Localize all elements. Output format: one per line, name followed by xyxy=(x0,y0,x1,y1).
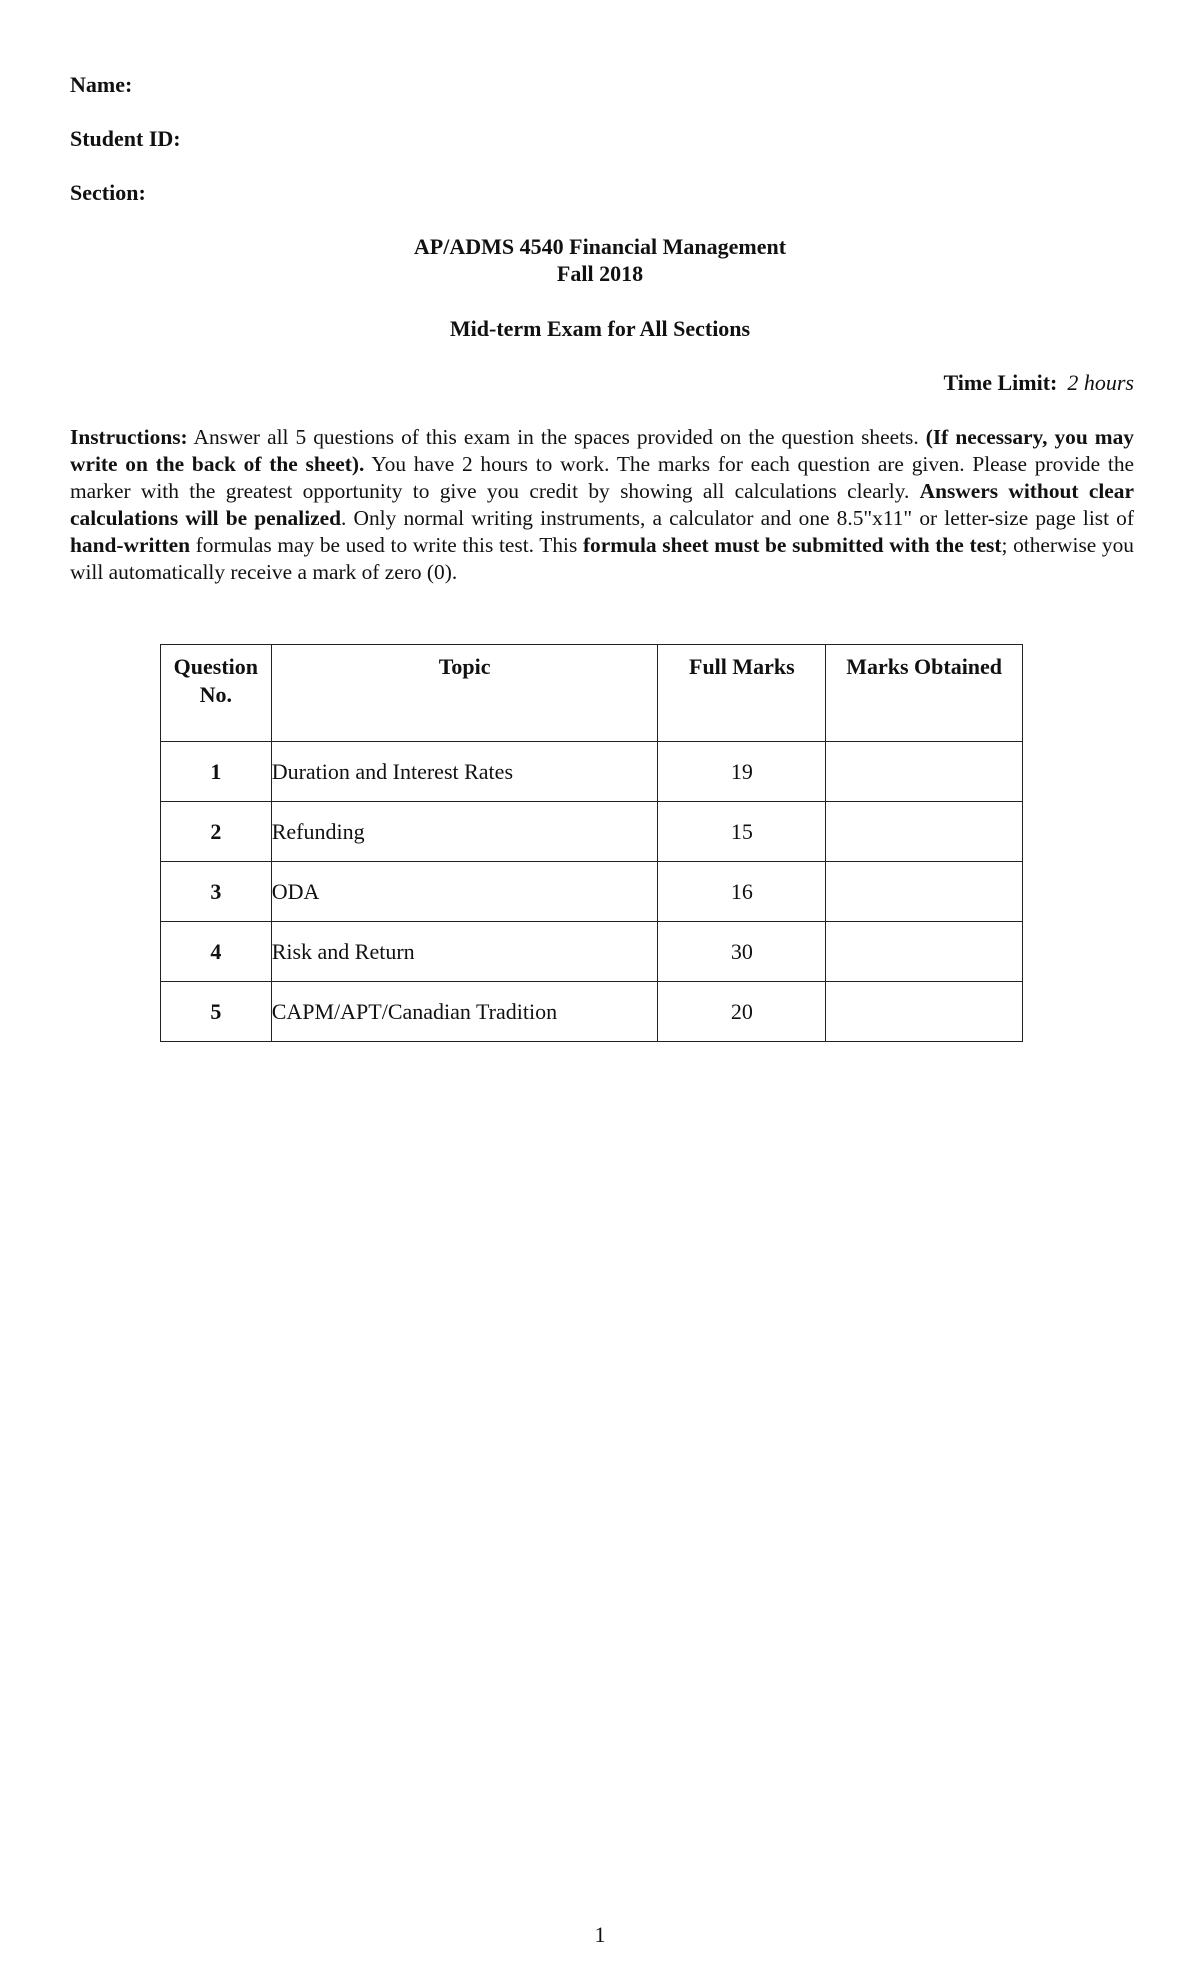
question-topic: ODA xyxy=(271,862,658,922)
course-title: AP/ADMS 4540 Financial Management xyxy=(413,234,787,259)
instructions-text-5: ; otherwise you will automatically receive a mark of zero (0). xyxy=(70,533,1134,584)
name-label: Name: xyxy=(70,72,133,97)
marks-obtained-cell[interactable] xyxy=(826,982,1023,1042)
instructions-bold-3: hand-written xyxy=(70,533,191,557)
page-number: 1 xyxy=(594,1922,606,1947)
question-topic: Risk and Return xyxy=(271,922,658,982)
full-marks: 30 xyxy=(658,922,826,982)
instructions-bold-1: (If necessary, you may write on the back of the sheet). xyxy=(70,425,1134,476)
instructions-text-1: Answer all 5 questions of this exam in the spaces provided on the question sheets. xyxy=(187,425,926,449)
marks-obtained-cell[interactable] xyxy=(826,802,1023,862)
question-topic: CAPM/APT/Canadian Tradition xyxy=(271,982,658,1042)
full-marks: 16 xyxy=(658,862,826,922)
marks-table xyxy=(160,644,1023,1042)
question-topic: Refunding xyxy=(271,802,658,862)
table-row xyxy=(161,982,1023,1042)
question-no: 2 xyxy=(161,802,272,862)
header-full-marks: Full Marks xyxy=(658,645,826,742)
course-term: Fall 2018 xyxy=(556,261,644,286)
question-no: 1 xyxy=(161,742,272,802)
time-limit-value: 2 hours xyxy=(1067,370,1134,395)
time-limit xyxy=(944,370,1134,396)
instructions xyxy=(70,424,1134,586)
header-question-no: Question No. xyxy=(161,645,272,742)
full-marks: 15 xyxy=(658,802,826,862)
table-row xyxy=(161,802,1023,862)
full-marks: 20 xyxy=(658,982,826,1042)
instructions-text-2: You have 2 hours to work. The marks for each question are given. Please provide the marker with the greatest opportunity to give you credit by showing all calculations clearly. xyxy=(70,452,1135,503)
instructions-bold-4: formula sheet must be submitted with the test xyxy=(582,533,1002,557)
marks-obtained-cell[interactable] xyxy=(826,742,1023,802)
instructions-text-3: . Only normal writing instruments, a calculator and one 8.5"x11" or letter-size page list of xyxy=(341,506,1134,530)
question-no: 5 xyxy=(161,982,272,1042)
full-marks: 19 xyxy=(658,742,826,802)
instructions-text-4: formulas may be used to write this test. This xyxy=(190,533,583,557)
student-id-label: Student ID: xyxy=(70,126,181,151)
section-label: Section: xyxy=(70,180,146,205)
header-topic: Topic xyxy=(271,645,658,742)
question-no: 3 xyxy=(161,862,272,922)
table-row xyxy=(161,742,1023,802)
table-header-row xyxy=(161,645,1023,742)
table-row xyxy=(161,862,1023,922)
header-marks-obtained: Marks Obtained xyxy=(826,645,1023,742)
marks-obtained-cell[interactable] xyxy=(826,922,1023,982)
marks-obtained-cell[interactable] xyxy=(826,862,1023,922)
time-limit-label: Time Limit: xyxy=(943,370,1058,395)
instructions-label: Instructions: xyxy=(70,425,188,449)
instructions-bold-2: Answers without clear calculations will be penalized xyxy=(70,479,1134,530)
question-topic: Duration and Interest Rates xyxy=(271,742,658,802)
exam-title: Mid-term Exam for All Sections xyxy=(449,316,751,341)
question-no: 4 xyxy=(161,922,272,982)
table-row xyxy=(161,922,1023,982)
